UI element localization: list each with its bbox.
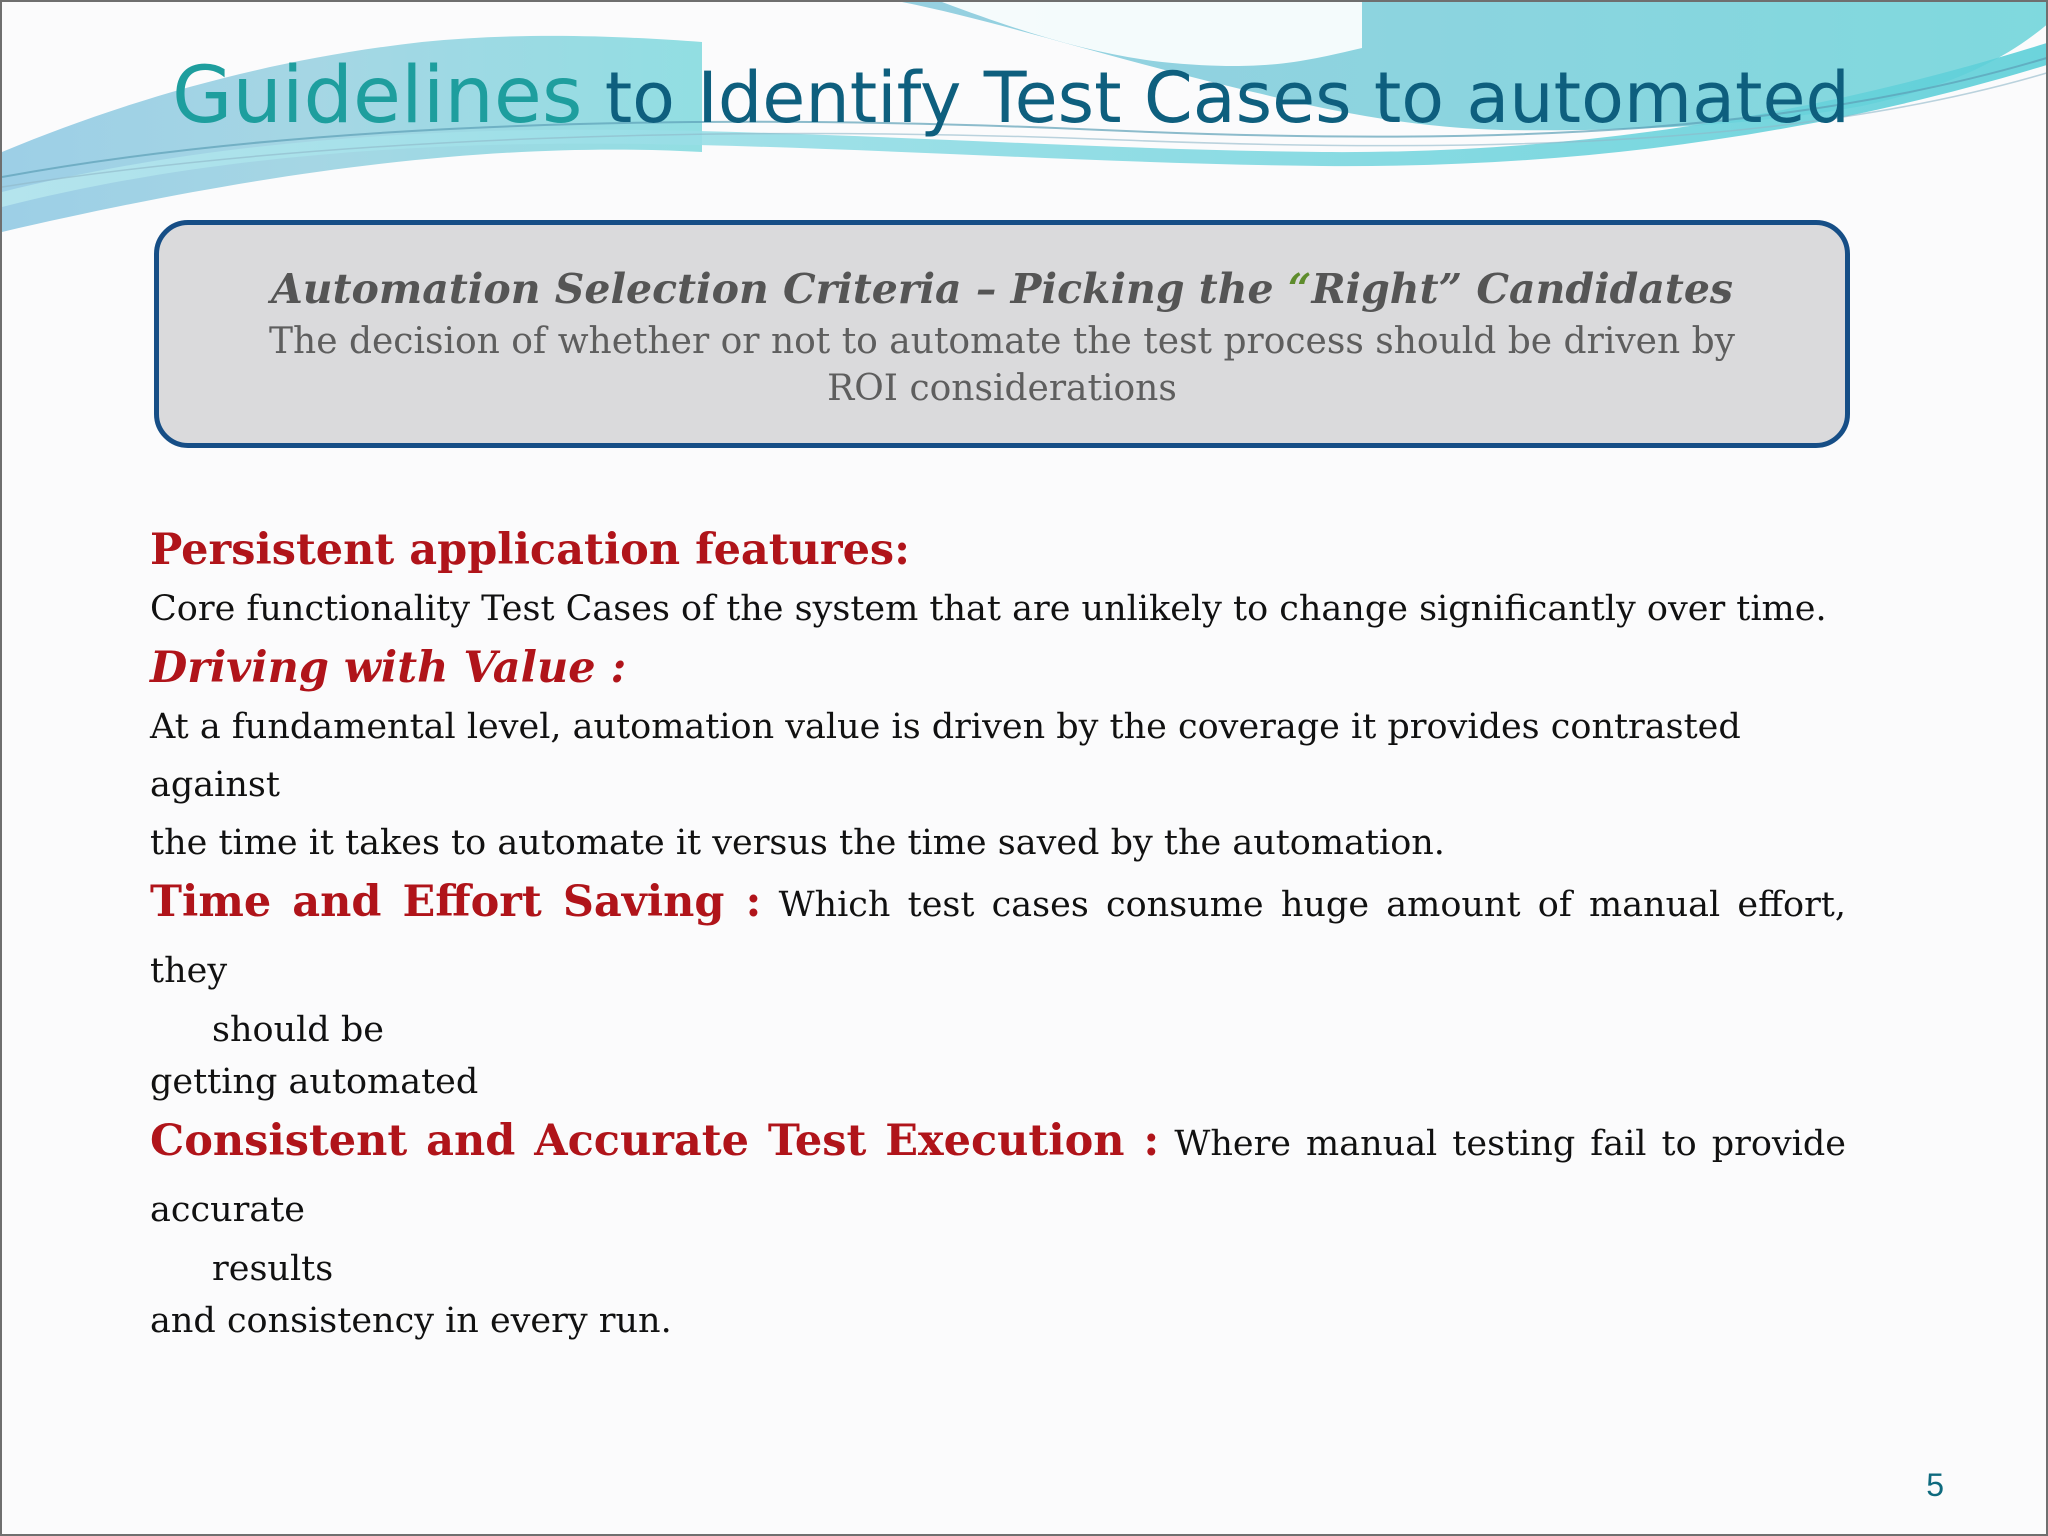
time-effort-paragraph: [150, 872, 1846, 1007]
time-effort-text: Which test cases consume huge amount of manual effort, they: [150, 885, 1846, 991]
criteria-body: The decision of whether or not to automate the test process should be driven by ROI considerations: [269, 321, 1735, 410]
time-effort-tail: getting automated: [150, 1062, 479, 1102]
consistent-execution-paragraph: [150, 1111, 1846, 1246]
driving-value-heading: Driving with Value :: [150, 643, 627, 693]
guidelines-content: [150, 520, 1846, 1350]
selection-criteria-box: [154, 220, 1850, 448]
criteria-heading-post: Right” Candidates: [1311, 265, 1733, 313]
driving-value-line-1: At a fundamental level, automation value is driven by the coverage it provides contrasted against: [150, 707, 1741, 805]
criteria-quote-open: “: [1287, 265, 1312, 313]
title-rest: to Identify Test Cases to automated: [582, 57, 1850, 139]
persistent-features-text: Core functionality Test Cases of the system that are unlikely to change significantly over time.: [150, 589, 1827, 629]
title-accent: Guidelines: [172, 51, 583, 141]
criteria-heading: [159, 265, 1845, 314]
page-number: 5: [1926, 1467, 1944, 1503]
consistent-execution-continuation: results: [212, 1249, 334, 1289]
criteria-heading-pre: Automation Selection Criteria – Picking the: [270, 265, 1288, 313]
slide-title: [172, 51, 1850, 141]
consistent-execution-text: Where manual testing fail to provide accurate: [150, 1124, 1846, 1230]
driving-value-line-2: the time it takes to automate it versus the time saved by the automation.: [150, 823, 1445, 863]
consistent-execution-tail: and consistency in every run.: [150, 1301, 672, 1341]
time-effort-heading: Time and Effort Saving :: [150, 877, 762, 927]
time-effort-continuation: should be: [212, 1010, 384, 1050]
persistent-features-heading: Persistent application features:: [150, 525, 911, 575]
consistent-execution-heading: Consistent and Accurate Test Execution :: [150, 1116, 1160, 1166]
